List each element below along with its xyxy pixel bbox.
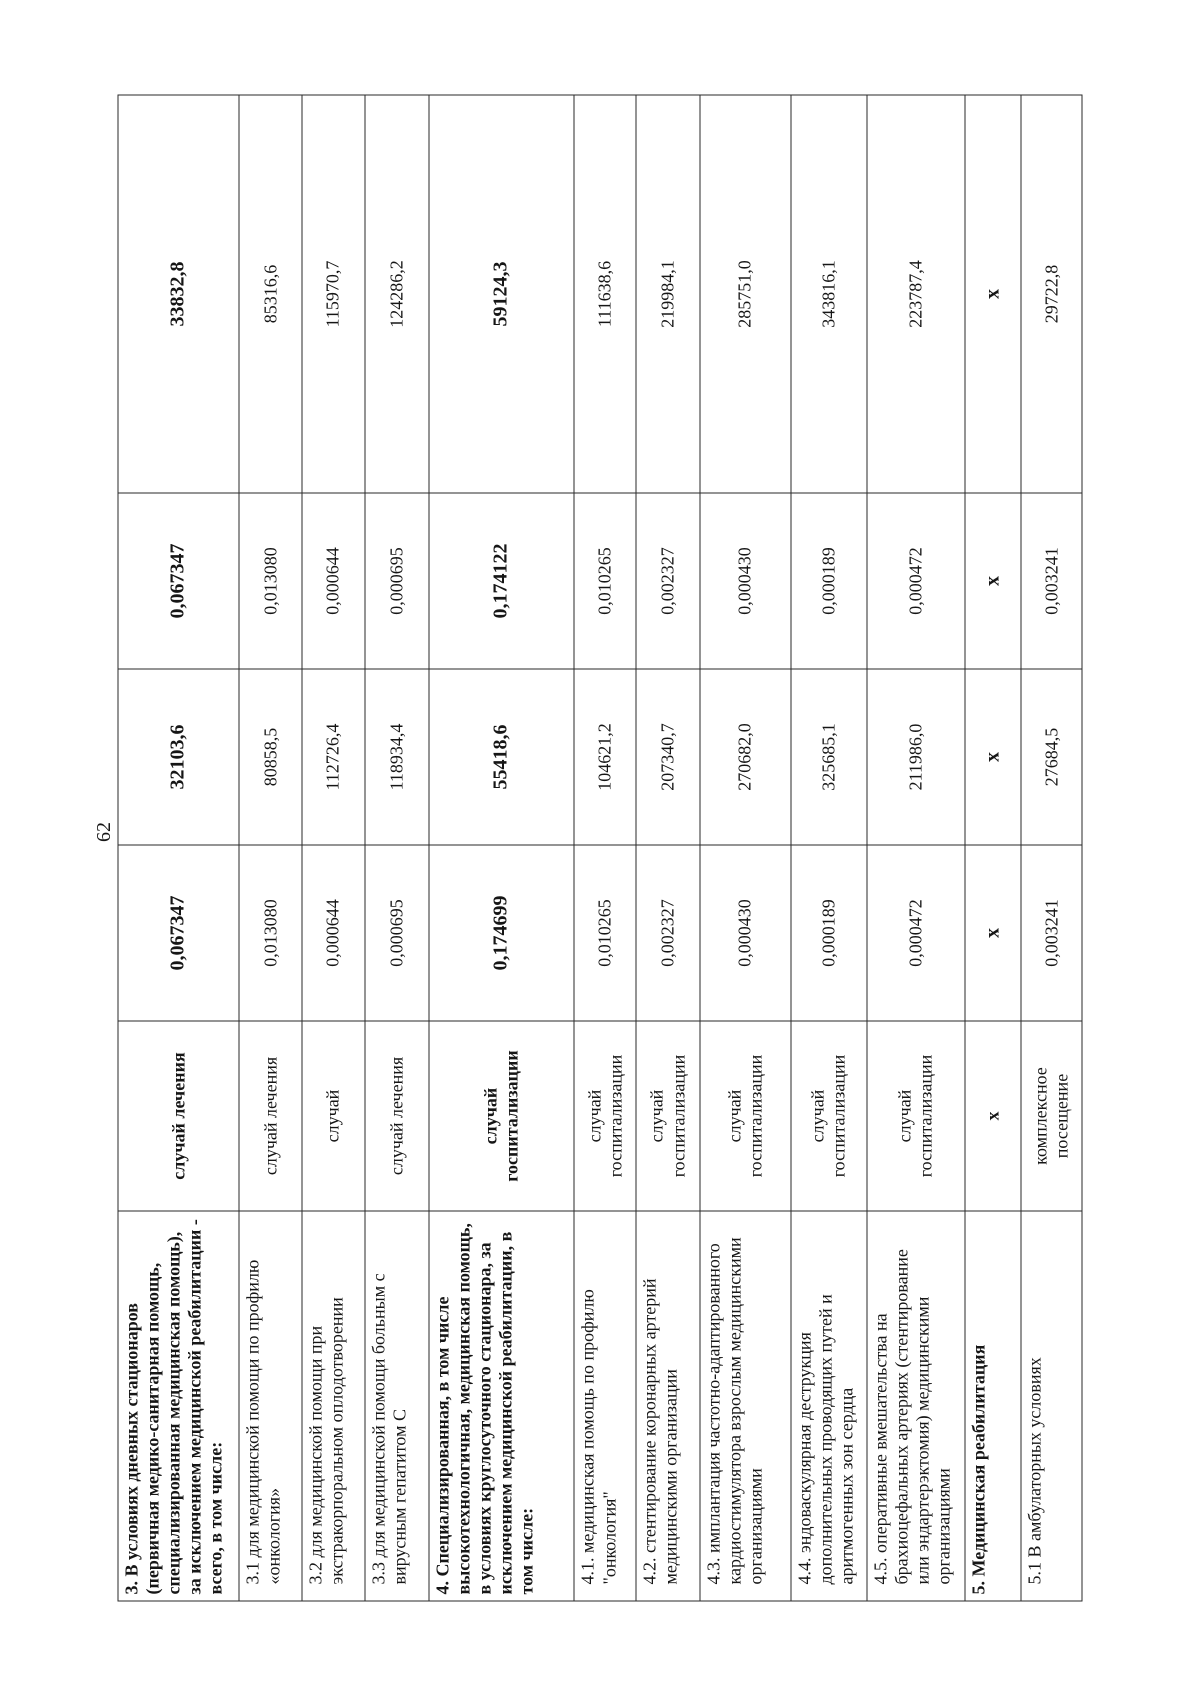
row-name-cell: 4. Специализированная, в том числе высокотехнологичная, медицинская помощь, в условиях круглосуточного стационара, за исключением медицинской реабилитации, в том числе: [429,1211,575,1601]
value-cell: 0,174122 [429,493,575,669]
value-cell: х [965,493,1021,669]
table-row [867,95,966,1601]
table-row [118,95,239,1601]
table-row [365,95,429,1601]
value-cell: 29722,8 [1021,95,1082,493]
row-name-cell: 3. В условиях дневных стационаров (первичная медико-санитарная помощь, специализированная медицинская помощь), за исключением медицинской реабилитации - всего, в том числе: [118,1211,239,1601]
value-cell: 0,000430 [700,493,791,669]
rotated-page-content [118,95,1083,1601]
value-cell: 118934,4 [365,669,429,845]
value-cell: 55418,6 [429,669,575,845]
value-cell: 0,010265 [574,845,636,1021]
table-row [1021,95,1082,1601]
page-number: 62 [93,822,115,842]
value-cell: 0,002327 [636,493,700,669]
value-cell: 0,003241 [1021,493,1082,669]
table-row [791,95,867,1601]
value-cell: 0,010265 [574,493,636,669]
unit-cell: случай госпитализации [636,1021,700,1211]
value-cell: 85316,6 [239,95,302,493]
value-cell: 325685,1 [791,669,867,845]
value-cell: 0,000472 [867,845,966,1021]
table-row [965,95,1021,1601]
unit-cell: х [965,1021,1021,1211]
row-name-cell: 3.3 для медицинской помощи больным с вирусным гепатитом С [365,1211,429,1601]
value-cell: 211986,0 [867,669,966,845]
row-name-cell: 4.5. оперативные вмешательства на брахиоцефальных артериях (стентирование или эндартерэктомия) медицинскими организациями [867,1211,966,1601]
value-cell: 80858,5 [239,669,302,845]
value-cell: 59124,3 [429,95,575,493]
value-cell: 0,000695 [365,493,429,669]
unit-cell: случай госпитализации [791,1021,867,1211]
value-cell: 115970,7 [302,95,365,493]
unit-cell: случай лечения [118,1021,239,1211]
table-row [429,95,575,1601]
unit-cell: случай госпитализации [867,1021,966,1211]
value-cell: 0,067347 [118,845,239,1021]
value-cell: 0,000644 [302,845,365,1021]
value-cell: 0,174699 [429,845,575,1021]
unit-cell: случай госпитализации [429,1021,575,1211]
value-cell: 111638,6 [574,95,636,493]
row-name-cell: 4.3. имплантация частотно-адаптированного кардиостимулятора взрослым медицинскими организациями [700,1211,791,1601]
value-cell: 0,002327 [636,845,700,1021]
unit-cell: случай госпитализации [700,1021,791,1211]
value-cell: 32103,6 [118,669,239,845]
unit-cell: случай госпитализации [574,1021,636,1211]
value-cell: 0,003241 [1021,845,1082,1021]
value-cell: 0,000472 [867,493,966,669]
value-cell: 124286,2 [365,95,429,493]
row-name-cell: 4.1. медицинская помощь по профилю "онкология" [574,1211,636,1601]
value-cell: 219984,1 [636,95,700,493]
value-cell: 27684,5 [1021,669,1082,845]
table-row [302,95,365,1601]
row-name-cell: 4.4. эндоваскулярная деструкция дополнительных проводящих путей и аритмогенных зон сердца [791,1211,867,1601]
value-cell: х [965,845,1021,1021]
unit-cell: случай лечения [365,1021,429,1211]
row-name-cell: 3.2 для медицинской помощи при экстракорпоральном оплодотворении [302,1211,365,1601]
value-cell: 104621,2 [574,669,636,845]
value-cell: 285751,0 [700,95,791,493]
row-name-cell: 5. Медицинская реабилитация [965,1211,1021,1601]
value-cell: 0,000695 [365,845,429,1021]
value-cell: 270682,0 [700,669,791,845]
table-row [239,95,302,1601]
value-cell: 0,000430 [700,845,791,1021]
value-cell: 0,000189 [791,493,867,669]
row-name-cell: 5.1 В амбулаторных условиях [1021,1211,1082,1601]
value-cell: 0,013080 [239,845,302,1021]
norms-table [118,94,1083,1601]
value-cell: 0,000644 [302,493,365,669]
value-cell: 0,013080 [239,493,302,669]
unit-cell: случай [302,1021,365,1211]
table-row [636,95,700,1601]
value-cell: 33832,8 [118,95,239,493]
value-cell: 112726,4 [302,669,365,845]
table-row [574,95,636,1601]
value-cell: 0,000189 [791,845,867,1021]
value-cell: 207340,7 [636,669,700,845]
row-name-cell: 4.2. стентирование коронарных артерий медицинскими организации [636,1211,700,1601]
row-name-cell: 3.1 для медицинской помощи по профилю «онкология» [239,1211,302,1601]
value-cell: 0,067347 [118,493,239,669]
value-cell: 223787,4 [867,95,966,493]
table-row [700,95,791,1601]
value-cell: х [965,95,1021,493]
value-cell: х [965,669,1021,845]
value-cell: 343816,1 [791,95,867,493]
unit-cell: комплексное посещение [1021,1021,1082,1211]
unit-cell: случай лечения [239,1021,302,1211]
